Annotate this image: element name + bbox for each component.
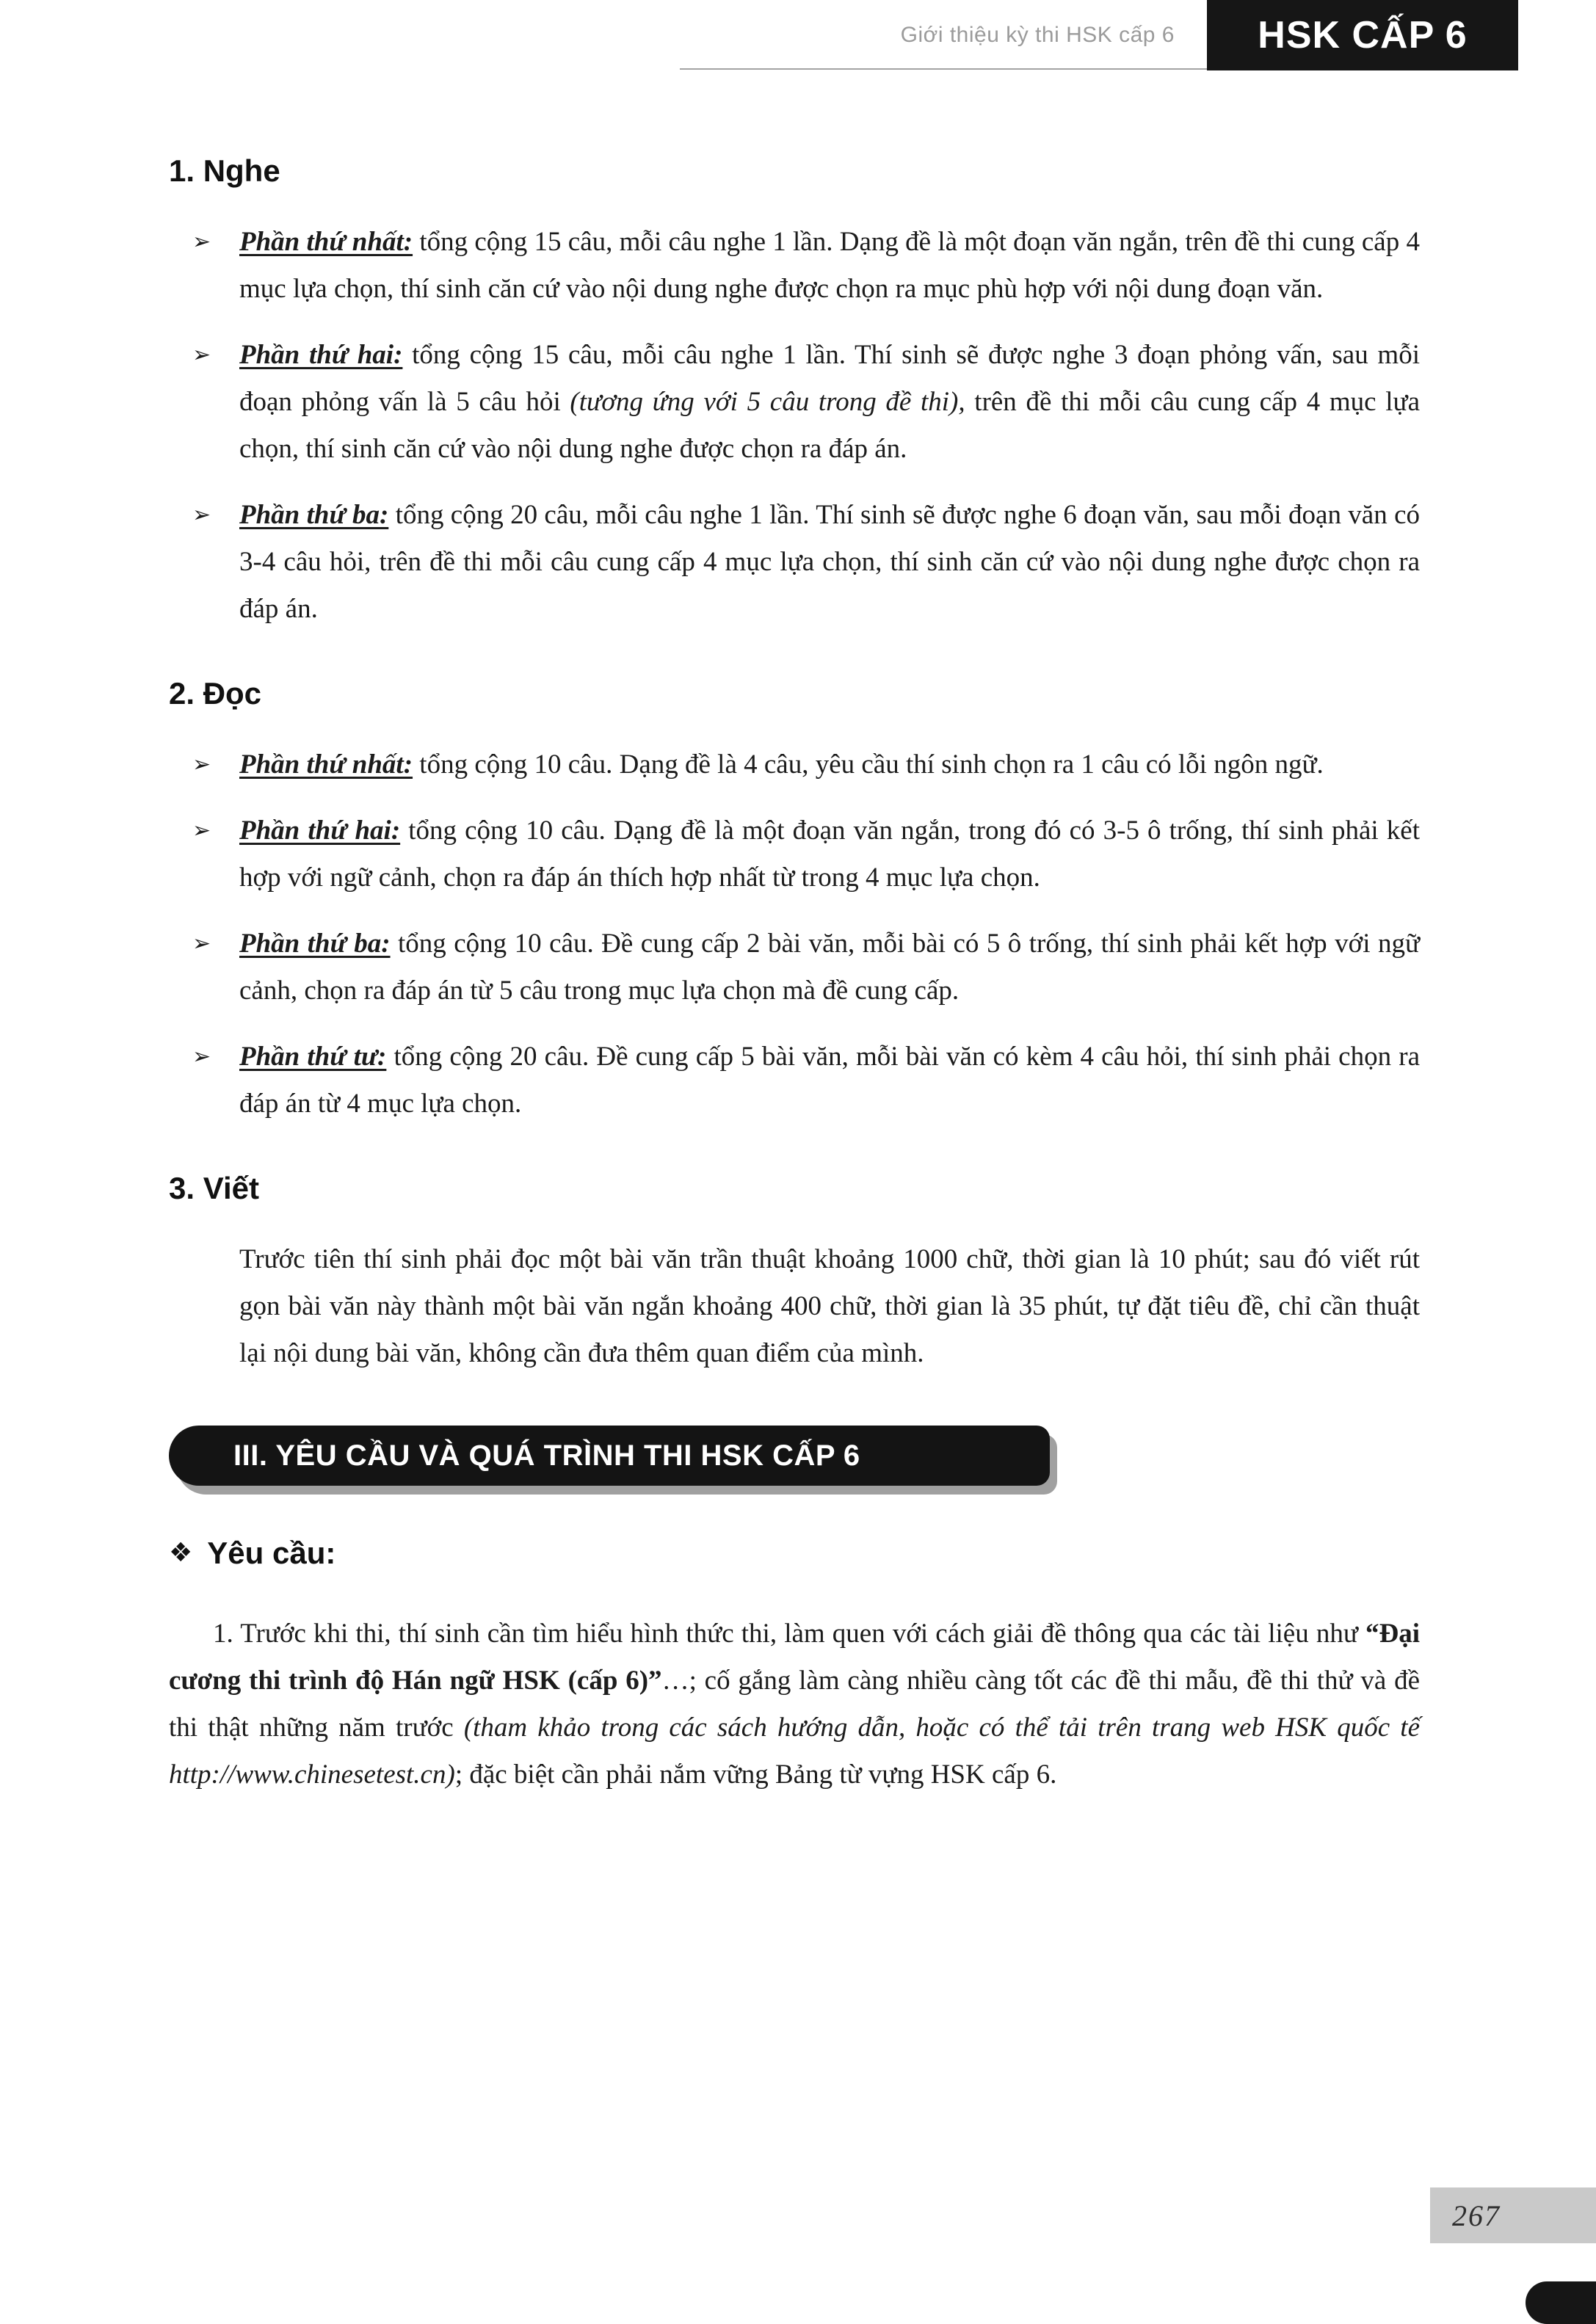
page-number: 267 [1452, 2198, 1501, 2232]
section-paragraph: Trước tiên thí sinh phải đọc một bài văn trần thuật khoảng 1000 chữ, thời gian là 10 phút; sau đó viết rút gọn bài văn này thành một bài văn ngắn khoảng 400 chữ, thời gian là 35 phút, tự đặt tiêu đề, chỉ cần thuật lại nội dung bài văn, không cần đưa thêm quan điểm của mình. [239, 1244, 1420, 1368]
page-content [169, 0, 1420, 1798]
paragraph-segment: (tham khảo trong các sách hướng dẫn, hoặc có thể tải trên trang web HSK quốc tế http://www.chinesetest.cn) [169, 1713, 1420, 1790]
banner-title: III. YÊU CẦU VÀ QUÁ TRÌNH THI HSK CẤP 6 [233, 1439, 860, 1472]
section-nghe [169, 154, 1420, 633]
paragraph-segment: “Đại cương thi trình độ Hán ngữ HSK (cấp 6)” [169, 1619, 1420, 1696]
item-text-segment: tổng cộng 20 câu, mỗi câu nghe 1 lần. Thí sinh sẽ được nghe 6 đoạn văn, sau mỗi đoạn văn có 3-4 câu hỏi, trên đề thi mỗi câu cung cấp 4 mục lựa chọn, thí sinh căn cứ vào nội dung nghe được chọn ra đáp án. [239, 500, 1420, 624]
diamond-icon: ❖ [169, 1538, 193, 1568]
item-text-segment: tổng cộng 10 câu. Dạng đề là 4 câu, yêu cầu thí sinh chọn ra 1 câu có lỗi ngôn ngữ. [413, 749, 1324, 780]
page-number-block [1430, 2187, 1596, 2243]
item-lead: Phần thứ hai: [239, 816, 401, 846]
paragraph-segment: ; đặc biệt cần phải nắm vững Bảng từ vựng HSK cấp 6. [454, 1760, 1057, 1790]
item-paragraph [239, 1034, 1420, 1127]
arrow-bullet-icon: ➢ [192, 229, 211, 255]
list-item [169, 1034, 1420, 1127]
arrow-bullet-icon: ➢ [192, 342, 211, 368]
item-lead: Phần thứ ba: [239, 500, 389, 530]
list-item [169, 492, 1420, 633]
item-text-segment: tổng cộng 15 câu, mỗi câu nghe 1 lần. Thí sinh sẽ được nghe 3 đoạn phỏng vấn, sau mỗi đoạn phỏng vấn là 5 câu hỏi [239, 340, 1420, 417]
arrow-bullet-icon: ➢ [192, 1044, 211, 1070]
item-text-segment: tổng cộng 10 câu. Đề cung cấp 2 bài văn, mỗi bài có 5 ô trống, thí sinh phải kết hợp với ngữ cảnh, chọn ra đáp án từ 5 câu trong mục lựa chọn mà đề cung cấp. [239, 929, 1420, 1006]
section-banner [169, 1426, 1050, 1486]
item-paragraph [239, 332, 1420, 473]
list-item [169, 807, 1420, 901]
paragraph-segment: 1. Trước khi thi, thí sinh cần tìm hiểu hình thức thi, làm quen với cách giải đề thông qua các tài liệu như [213, 1619, 1365, 1649]
item-text-segment: tổng cộng 10 câu. Dạng đề là một đoạn văn ngắn, trong đó có 3-5 ô trống, thí sinh phải kết hợp với ngữ cảnh, chọn ra đáp án thích hợp nhất từ trong 4 mục lựa chọn. [239, 816, 1420, 893]
item-paragraph [239, 492, 1420, 633]
item-lead: Phần thứ tư: [239, 1042, 387, 1072]
requirements-heading [169, 1530, 1420, 1577]
section-heading: 2. Đọc [169, 676, 262, 711]
section-viet [169, 1172, 1420, 1377]
item-paragraph [239, 920, 1420, 1014]
item-text-segment: tổng cộng 20 câu. Đề cung cấp 5 bài văn, mỗi bài văn có kèm 4 câu hỏi, thí sinh phải chọn ra đáp án từ 4 mục lựa chọn. [239, 1042, 1420, 1119]
section-doc [169, 677, 1420, 1127]
running-header-title: Giới thiệu kỳ thi HSK cấp 6 [900, 23, 1175, 47]
arrow-bullet-icon: ➢ [192, 502, 211, 528]
item-text-segment: trên đề thi mỗi câu cung cấp 4 mục lựa chọn, thí sinh căn cứ vào nội dung nghe được chọn ra đáp án. [239, 387, 1421, 464]
arrow-bullet-icon: ➢ [192, 818, 211, 843]
paragraph-segment: …; cố gắng làm càng nhiều càng tốt các đề thi mẫu, đề thi thử và đề thi thật những năm trước [169, 1666, 1421, 1743]
item-lead: Phần thứ hai: [239, 340, 403, 370]
item-paragraph [239, 219, 1420, 313]
item-lead: Phần thứ nhất: [239, 749, 413, 780]
item-lead: Phần thứ nhất: [239, 227, 413, 257]
arrow-bullet-icon: ➢ [192, 931, 211, 956]
closing-paragraph [169, 1611, 1420, 1798]
section-heading: 3. Viết [169, 1171, 259, 1205]
level-badge: HSK CẤP 6 [1207, 0, 1518, 70]
item-text-segment: tổng cộng 15 câu, mỗi câu nghe 1 lần. Dạng đề là một đoạn văn ngắn, trên đề thi cung cấp 4 mục lựa chọn, thí sinh căn cứ vào nội dung nghe được chọn ra mục phù hợp với nội dung đoạn văn. [239, 227, 1420, 304]
item-paragraph [239, 807, 1420, 901]
requirements-title: Yêu cầu: [207, 1536, 336, 1570]
item-lead: Phần thứ ba: [239, 929, 391, 959]
item-text-segment: (tương ứng với 5 câu trong đề thi), [570, 387, 965, 417]
list-item [169, 219, 1420, 313]
section-heading: 1. Nghe [169, 153, 280, 188]
list-item [169, 332, 1420, 473]
arrow-bullet-icon: ➢ [192, 752, 211, 777]
item-paragraph [239, 741, 1420, 788]
list-item [169, 741, 1420, 788]
list-item [169, 920, 1420, 1014]
corner-tab-decoration [1526, 2281, 1596, 2324]
